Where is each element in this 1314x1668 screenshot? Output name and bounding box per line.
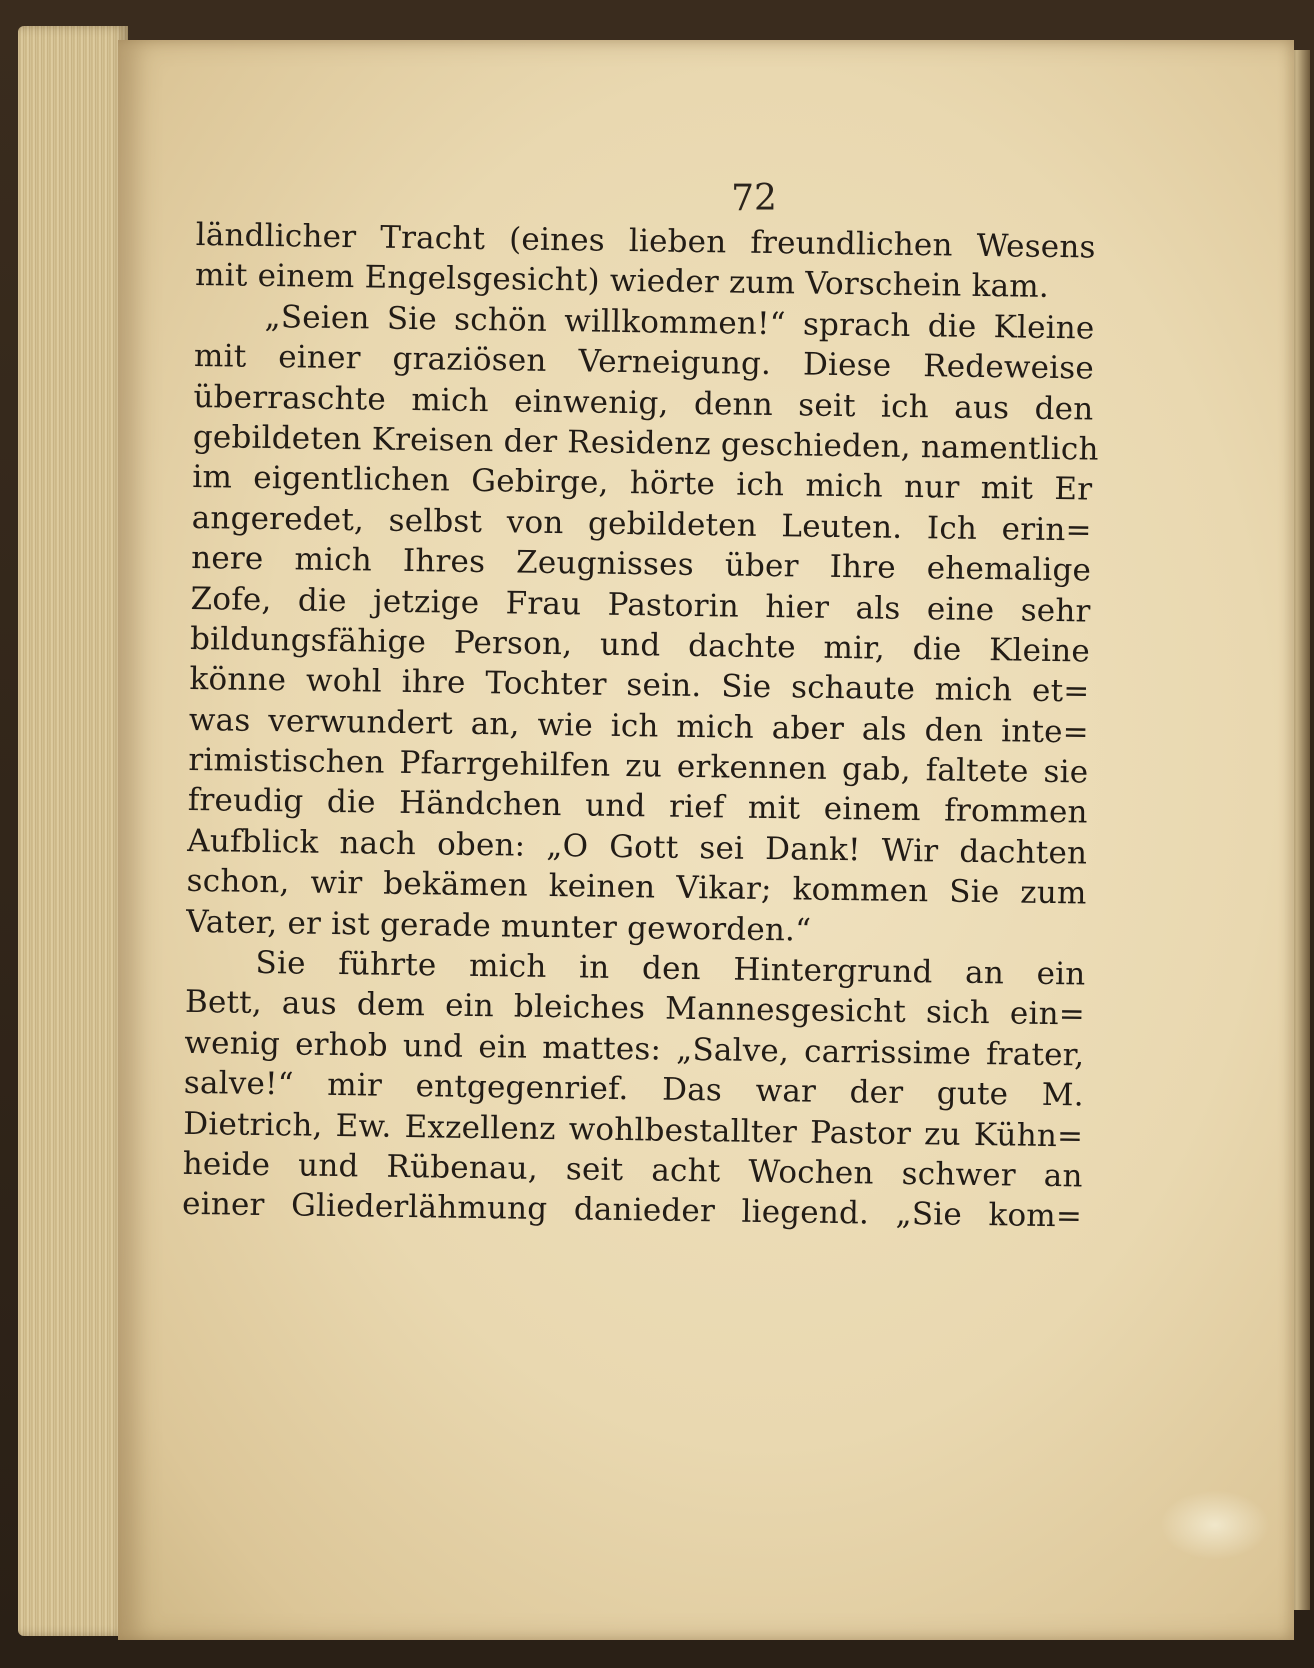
text-line: Sie führte mich in den Hintergrund an ein: [255, 944, 1086, 993]
text-line: nere mich Ihres Zeugnisses über Ihre ehemalige: [190, 540, 1092, 589]
text-line: Aufblick nach oben: „O Gott sei Dank! Wir dachten: [187, 822, 1088, 872]
text-line: salve!“ mir entgegenrief. Das war der gute M.: [183, 1065, 1085, 1114]
text-line: wenig erhob und ein mattes: „Salve, carrissime frater,: [184, 1024, 1085, 1074]
page-number: 72: [731, 178, 777, 219]
body-text: [181, 215, 1099, 1237]
text-line: mit einem Engelsgesicht) wieder zum Vorschein kam.: [194, 257, 1050, 306]
text-line: Bett, aus dem ein bleiches Mannesgesicht sich ein=: [184, 984, 1086, 1033]
text-line: im eigentlichen Gebirge, hörte ich mich nur mit Er: [192, 459, 1093, 508]
text-line: überraschte mich einwenig, denn seit ich aus den: [193, 378, 1094, 428]
text-line: rimistischen Pfarrgehilfen zu erkennen gab, faltete sie: [188, 742, 1089, 791]
text-line: gebildeten Kreisen der Residenz geschieden, namentlich: [192, 418, 1099, 468]
text-line: was verwundert an, wie ich mich aber als den inte=: [188, 701, 1090, 751]
paper-stain: [1160, 1490, 1270, 1560]
text-line: ländlicher Tracht (eines lieben freundlichen Wesens: [195, 216, 1096, 266]
text-line: angeredet, selbst von gebildeten Leuten. Ich erin=: [191, 499, 1092, 549]
text-line: Zofe, die jetzige Frau Pastorin hier als eine sehr: [190, 580, 1091, 630]
text-line: Dietrich, Ew. Exzellenz wohlbestallter Pastor zu Kühn=: [183, 1105, 1084, 1155]
text-line: einer Gliederlähmung danieder liegend. „Sie kom=: [181, 1186, 1083, 1235]
text-line: „Seien Sie schön willkommen!“ sprach die Kleine: [264, 298, 1095, 347]
text-line: könne wohl ihre Tochter sein. Sie schaute mich et=: [189, 661, 1090, 710]
text-line: heide und Rübenau, seit acht Wochen schwer an: [182, 1145, 1083, 1195]
page-edges: [18, 26, 128, 1636]
text-line: schon, wir bekämen keinen Vikar; kommen Sie zum: [186, 863, 1087, 912]
text-line: Vater, er ist gerade munter geworden.“: [185, 903, 812, 949]
text-line: mit einer graziösen Verneigung. Diese Redeweise: [193, 338, 1095, 387]
text-line: bildungsfähige Person, und dachte mir, die Kleine: [189, 620, 1091, 670]
text-line: freudig die Händchen und rief mit einem frommen: [187, 782, 1088, 831]
